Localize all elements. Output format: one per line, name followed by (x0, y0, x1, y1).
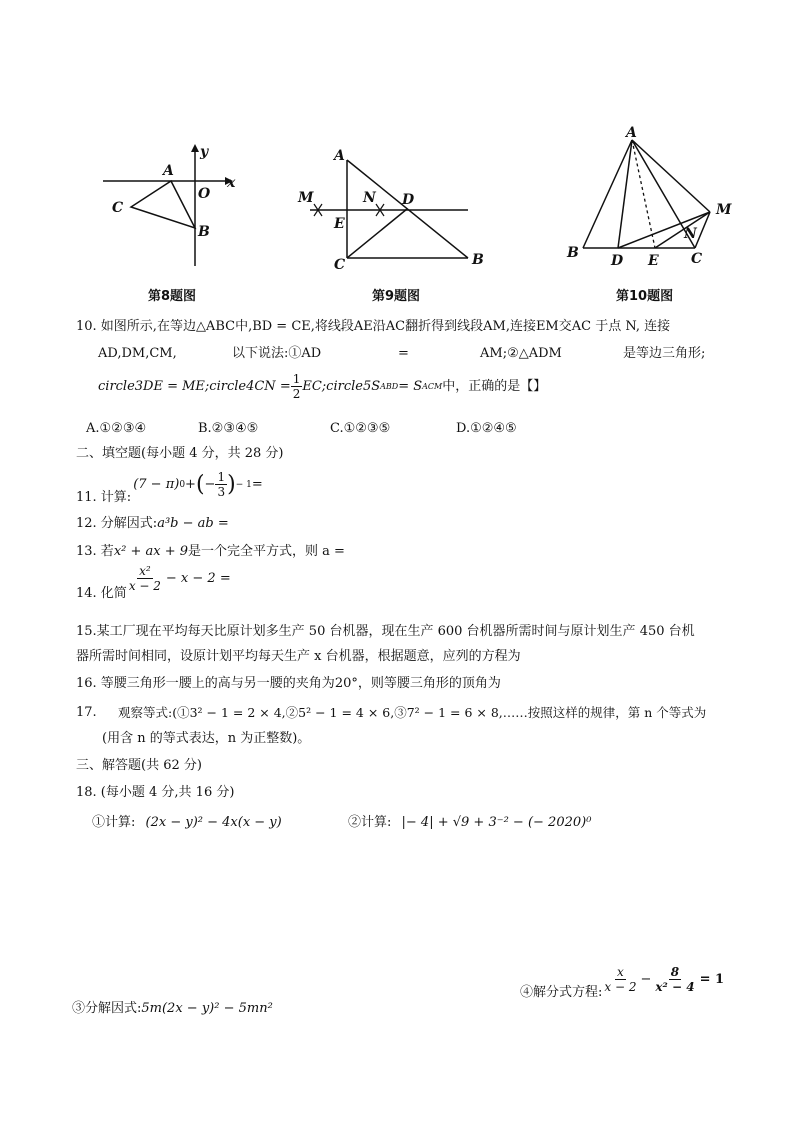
q11-fraction (215, 470, 227, 499)
q12-label: 12. 分解因式: (76, 516, 158, 531)
figure-10 (560, 125, 750, 285)
label-a: A (334, 148, 345, 164)
label-a: A (626, 125, 637, 141)
q11-expr-a: (7 − π) (133, 476, 180, 492)
q13-text: 是一个完全平方式，则 a = (188, 544, 345, 559)
q18-part1-label: ①计算: (92, 815, 136, 830)
label-d: D (402, 192, 415, 208)
section-2-heading: 二、填空题(每小题 4 分，共 28 分) (76, 446, 284, 461)
q10-line3a: circle3DE = ME;circle4CN = (98, 378, 291, 394)
label-n: N (363, 190, 376, 206)
label-e: E (334, 216, 345, 232)
q12 (76, 515, 229, 533)
label-b: B (198, 224, 210, 240)
q18-part4-minus: − (640, 971, 652, 987)
segment-am (632, 140, 710, 212)
label-d: D (611, 253, 624, 269)
q16-text-b: ，则等腰三角形的顶角为 (357, 676, 501, 691)
q11-minus: − (204, 476, 216, 492)
q14 (76, 564, 231, 603)
q14-frac-den: x − 2 (128, 579, 161, 593)
q14-frac-num: x² (139, 564, 151, 578)
q10-eq: = S (398, 378, 423, 394)
q12-expr: a³b − ab = (157, 516, 229, 531)
q10-option-a: A.①②③④ (86, 421, 147, 436)
y-axis-arrow-icon (191, 144, 199, 152)
q18-header: 18. (每小题 4 分,共 16 分) (76, 785, 235, 800)
q10-sub-abd: ABD (380, 381, 399, 391)
q16-angle: 20° (334, 676, 358, 691)
figure-8-caption: 第8题图 (148, 289, 197, 304)
label-a: A (163, 163, 174, 179)
label-n: N (684, 226, 697, 242)
segment-ae-dashed (632, 140, 655, 248)
q10-option-c: C.①②③⑤ (330, 421, 391, 436)
q11-frac-num: 1 (217, 470, 226, 484)
q17-line1: 观察等式:(①3² − 1 = 2 × 4,②5² − 1 = 4 × 6,③7² − 1 = 6 × 8,……按照这样的规律，第 n 个等式为 (118, 705, 707, 720)
q18-part2 (348, 814, 591, 832)
q18-part4-eq: = 1 (699, 971, 725, 987)
q18-part4-label: ④解分式方程: (520, 985, 603, 1000)
q11 (76, 470, 263, 507)
q11-plus: + (185, 476, 196, 492)
section-3-heading: 三、解答题(共 62 分) (76, 758, 202, 773)
label-c: C (334, 257, 346, 273)
q10-option-d: D.①②④⑤ (456, 421, 517, 436)
label-b: B (567, 245, 579, 261)
q10-line3c: 中，正确的是【】 (442, 378, 547, 394)
segment-cd (347, 209, 407, 258)
q18-part1 (92, 814, 282, 832)
q14-label: 14. 化简 (76, 586, 127, 601)
q17-line2: (用含 n 的等式表达，n 为正整数)。 (102, 731, 311, 746)
q18-part3 (72, 1000, 273, 1018)
q18-part4-frac2-num: 8 (670, 965, 680, 979)
q18-part4-frac1-num: x (617, 965, 624, 979)
q10-line2a: AD,DM,CM, (98, 346, 177, 361)
q18-part3-label: ③分解因式: (72, 1001, 142, 1016)
q18-part4-expression (602, 965, 724, 994)
q18-part2-label: ②计算: (348, 815, 392, 830)
q18-part4-frac2-den: x² − 4 (655, 980, 695, 994)
q10-line2e: 是等边三角形; (623, 346, 706, 361)
q14-tail: − x − 2 = (165, 570, 231, 586)
q11-label: 11. 计算: (76, 490, 132, 505)
q14-fraction (127, 564, 163, 593)
figure-10-caption: 第10题图 (616, 289, 674, 304)
q14-expression (127, 564, 231, 593)
label-c: C (691, 251, 703, 267)
q10-line2c: = (398, 346, 409, 361)
triangle-abc (131, 181, 195, 228)
q10-line2d: AM;②△ADM (480, 346, 562, 361)
q15-line2: 器所需时间相同，设原计划平均每天生产 x 台机器，根据题意，应列的方程为 (76, 649, 521, 664)
q11-paren-open: ( (195, 471, 205, 497)
q11-exp-neg1: − 1 (235, 479, 252, 490)
label-b: B (472, 252, 484, 268)
q10-line2b: 以下说法:①AD (232, 346, 322, 361)
q18-part4-frac1-den: x − 2 (604, 980, 637, 994)
q16-text-a: 16. 等腰三角形一腰上的高与另一腰的夹角为 (76, 676, 335, 691)
q10-line1: 10. 如图所示,在等边△ABC中,BD = CE,将线段AE沿AC翻折得到线段AM,连接EM交AC 于点 N, 连接 (76, 319, 671, 334)
q11-exp0: 0 (179, 479, 186, 490)
figure-9-caption: 第9题图 (372, 289, 421, 304)
label-y: y (200, 144, 209, 160)
label-e: E (648, 253, 659, 269)
q10-fraction (291, 372, 303, 401)
q18-part4-frac1 (602, 965, 638, 994)
q10-option-b: B.②③④⑤ (198, 421, 259, 436)
q18-part1-expr: (2x − y)² − 4x(x − y) (145, 815, 282, 830)
q18-part4 (520, 965, 725, 1004)
q11-frac-den: 3 (217, 485, 226, 499)
q10-line3 (98, 372, 546, 401)
q13 (76, 543, 345, 561)
q10-frac-num: 1 (292, 372, 301, 386)
label-m: M (716, 202, 732, 218)
q16 (76, 675, 501, 693)
q11-paren-close: ) (227, 471, 236, 497)
q10-frac-den: 2 (292, 387, 301, 401)
q11-expression (133, 470, 263, 499)
q15-line1: 15.某工厂现在平均每天比原计划多生产 50 台机器，现在生产 600 台机器所需时间与原计划生产 450 台机 (76, 624, 695, 639)
label-m: M (298, 190, 314, 206)
q18-part2-expr: |− 4| + √9 + 3⁻² − (− 2020)⁰ (401, 815, 592, 830)
q17-number: 17. (76, 705, 97, 720)
label-x: x (227, 175, 236, 191)
label-o: O (198, 186, 211, 202)
q18-part3-expr: 5m(2x − y)² − 5mn² (141, 1001, 273, 1016)
q13-expr: x² + ax + 9 (113, 544, 189, 559)
q10-sub-acm: ACM (422, 381, 443, 391)
q13-label: 13. 若 (76, 544, 114, 559)
q11-tail: = (251, 476, 263, 492)
q18-part4-frac2 (653, 965, 696, 994)
label-c: C (112, 200, 124, 216)
q10-line3b: EC;circle5S (302, 378, 381, 394)
